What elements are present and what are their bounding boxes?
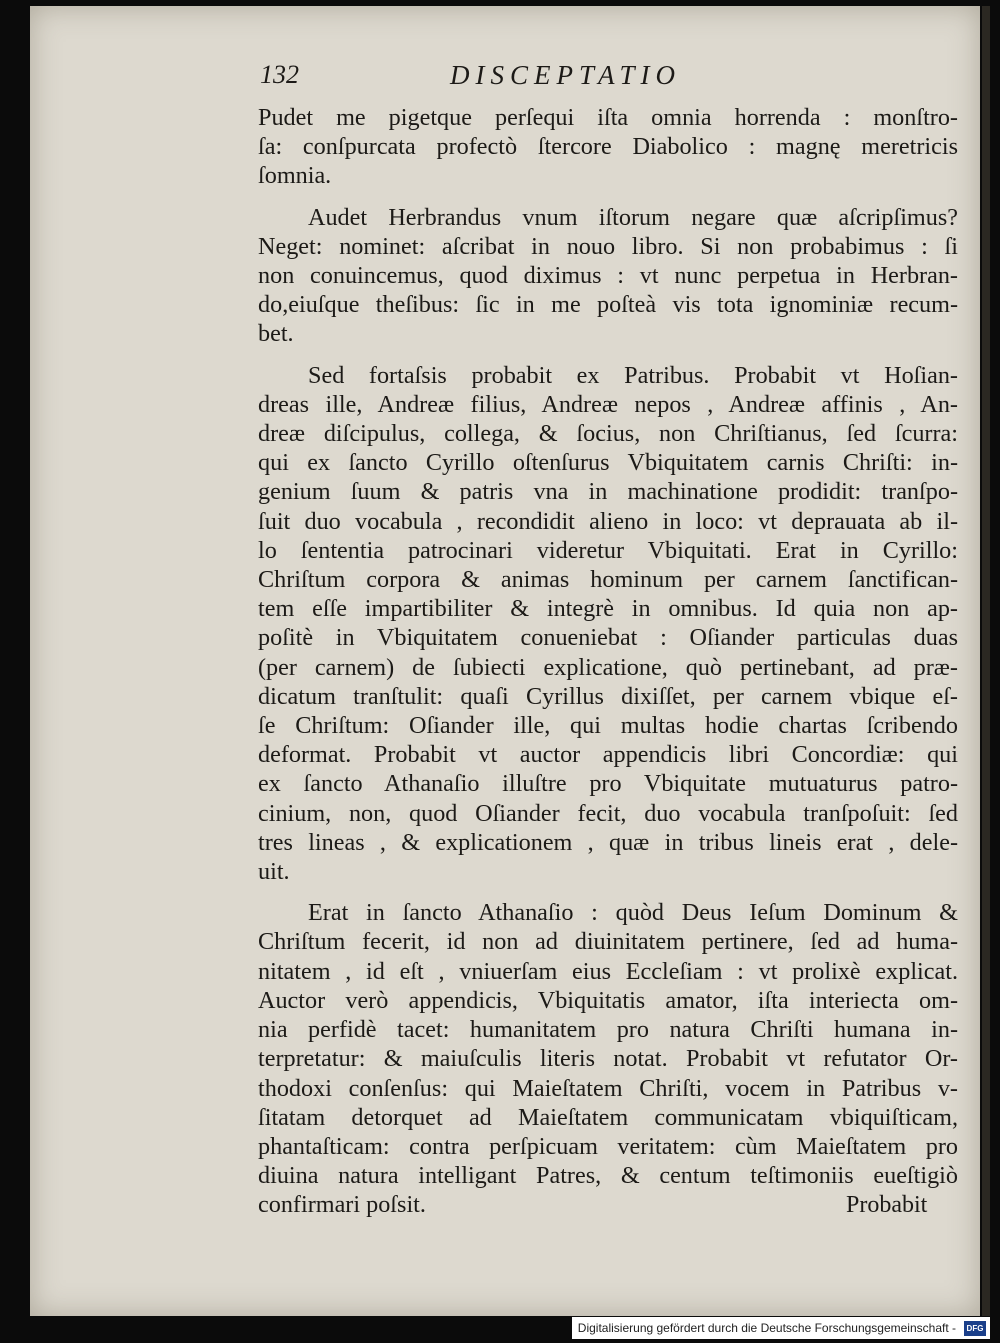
- text-line: non conuincemus, quod diximus : vt nunc perpetua in Herbran-: [258, 262, 958, 290]
- running-head: [260, 60, 820, 100]
- text-line: Sed fortaſsis probabit ex Patribus. Probabit vt Hoſian-: [308, 361, 958, 389]
- text-line: qui ex ſancto Cyrillo oſtenſurus Vbiquitatem carnis Chriſti: in-: [258, 449, 958, 477]
- text-line: terpretatur: & maiuſculis literis notat. Probabit vt refutator Or-: [258, 1045, 958, 1073]
- text-line: phantaſticam: contra perſpicuam veritatem: cùm Maieſtatem pro: [258, 1132, 958, 1160]
- text-line: bet.: [258, 320, 294, 348]
- text-line: Auctor verò appendicis, Vbiquitatis amator, iſta interiecta om-: [258, 986, 958, 1014]
- text-line: ſomnia.: [258, 162, 332, 190]
- text-line: ſitatam detorquet ad Maieſtatem communicatam vbiquiſticam,: [258, 1103, 958, 1131]
- text-line: lo ſententia patrocinari videretur Vbiquitati. Erat in Cyrillo:: [258, 536, 958, 564]
- text-line: Neget: nominet: aſcribat in nouo libro. Si non probabimus : ſi: [258, 232, 958, 260]
- text-line: diuina natura intelligant Patres, & centum teſtimoniis eueſtigiò: [258, 1162, 958, 1190]
- text-line: Pudet me pigetque perſequi iſta omnia horrenda : monſtro-: [258, 104, 958, 131]
- text-line: dreas ille, Andreæ filius, Andreæ nepos , Andreæ affinis , An-: [258, 390, 958, 418]
- catchword: Probabit: [846, 1192, 928, 1218]
- text-line: uit.: [258, 858, 290, 886]
- paragraph: [258, 203, 958, 349]
- text-line: nitatem , id eſt , vniuerſam eius Eccleſiam : vt prolixè explicat.: [258, 957, 958, 985]
- running-title: DISCEPTATIO: [450, 60, 681, 90]
- text-line: dreæ diſcipulus, collega, & ſocius, non Chriſtianus, ſed ſcurra:: [258, 420, 958, 448]
- page-number: 132: [260, 60, 299, 89]
- text-line: ſe Chriſtum: Oſiander ille, qui multas hodie chartas ſcribendo: [258, 712, 958, 740]
- text-line: cinium, non, quod Oſiander fecit, duo vocabula tranſpoſuit: ſed: [258, 799, 958, 827]
- text-line: (per carnem) de ſubiecti explicatione, quò pertinebant, ad præ-: [258, 653, 958, 681]
- text-line: do,eiuſque theſibus: ſic in me poſteà vis tota ignominiæ recum-: [258, 291, 958, 319]
- text-line: thodoxi conſenſus: qui Maieſtatem Chriſti, vocem in Patribus v-: [258, 1074, 958, 1102]
- text-line: nia perfidè tacet: humanitatem pro natura Chriſti humana in-: [258, 1016, 958, 1044]
- text-line: genium ſuum & patris vna in machinatione prodidit: tranſpo-: [258, 478, 958, 506]
- funding-footer: [572, 1317, 990, 1339]
- text-line: ſa: conſpurcata profectò ſtercore Diabolico : magnę meretricis: [258, 133, 958, 161]
- page-binding-edge: [982, 6, 990, 1316]
- text-line: deformat. Probabit vt auctor appendicis libri Concordiæ: qui: [258, 741, 958, 769]
- text-line: poſitè in Vbiquitatem conueniebat : Oſiander particulas duas: [258, 624, 958, 652]
- text-line: Erat in ſancto Athanaſio : quòd Deus Ieſum Dominum &: [308, 899, 958, 927]
- paragraph: [258, 361, 958, 887]
- text-line: tem eſſe impartibiliter & integrè in omnibus. Id quia non ap-: [258, 595, 958, 623]
- funding-notice: Digitalisierung gefördert durch die Deutsche Forschungsgemeinschaft -: [577, 1321, 956, 1335]
- text-line: ex ſancto Athanaſio illuſtre pro Vbiquitate mutuaturus patro-: [258, 770, 958, 798]
- text-line: tres lineas , & explicationem , quæ in tribus lineis erat , dele-: [258, 828, 958, 856]
- paragraph: [258, 103, 958, 191]
- paragraph: [258, 898, 958, 1219]
- text-line: Audet Herbrandus vnum iſtorum negare quæ aſcripſimus?: [308, 203, 958, 231]
- text-line: dicatum tranſtulit: quaſi Cyrillus dixiſſet, per carnem vbique eſ-: [258, 682, 958, 710]
- text-line: Chriſtum corpora & animas hominum per carnem ſanctifican-: [258, 566, 958, 594]
- text-line: Chriſtum fecerit, id non ad diuinitatem pertinere, ſed ad huma-: [258, 928, 958, 956]
- text-line: confirmari poſsit.: [258, 1191, 426, 1219]
- body-text: [258, 103, 958, 1232]
- dfg-logo-icon: DFG: [964, 1321, 986, 1336]
- text-line: ſuit duo vocabula , recondidit alieno in loco: vt deprauata ab il-: [258, 507, 958, 535]
